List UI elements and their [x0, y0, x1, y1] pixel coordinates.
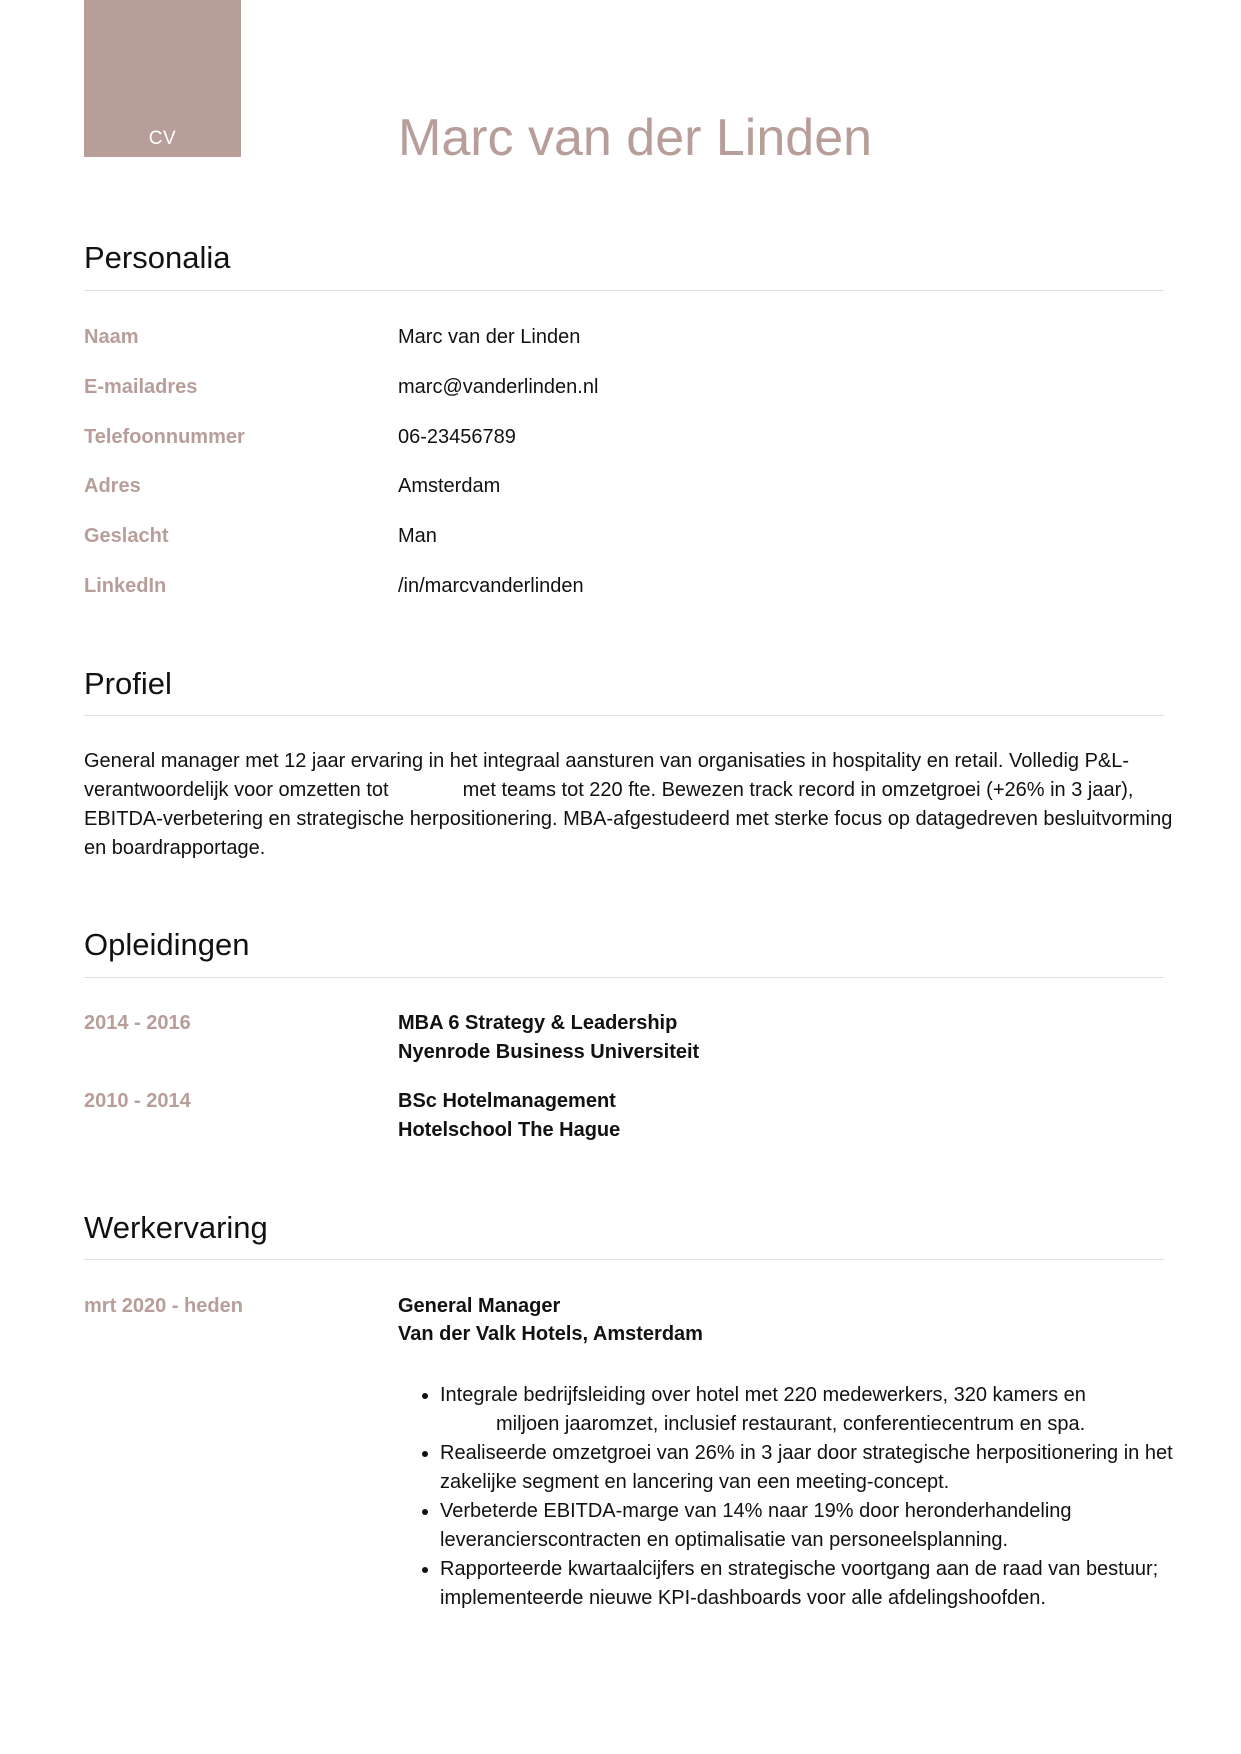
- section-divider: [84, 977, 1164, 978]
- education-institution: Nyenrode Business Universiteit: [398, 1041, 700, 1063]
- value-telefoon: 06-23456789: [398, 426, 516, 448]
- work-bullet: • Realiseerde omzetgroei van 26% in 3 jaar door strategische herpositionering in het zakelijke segment en lancering van een meeting-concept.: [440, 1439, 1210, 1497]
- label-telefoon: Telefoonnummer: [84, 426, 245, 448]
- section-title-werkervaring: Werkervaring: [84, 1210, 268, 1245]
- education-period: 2014 - 2016: [84, 1012, 191, 1034]
- profile-text-part2: met teams tot 220 fte. Bewezen track record in omzetgroei (+26% in 3 jaar), EBITDA-verbetering en strategische herpositionering. MBA-afgestudeerd met sterke focus op datagedreven besluitvorming en boardrapportage.: [84, 779, 1173, 859]
- profile-text: [84, 747, 1174, 863]
- label-naam: Naam: [84, 326, 139, 348]
- education-institution: Hotelschool The Hague: [398, 1119, 621, 1141]
- value-naam: Marc van der Linden: [398, 326, 581, 348]
- education-title: BSc Hotelmanagement: [398, 1090, 616, 1112]
- section-divider: [84, 1259, 1164, 1260]
- value-geslacht: Man: [398, 525, 437, 547]
- work-period: mrt 2020 - heden: [84, 1295, 243, 1317]
- work-bullet: • Verbeterde EBITDA-marge van 14% naar 19% door heronderhandeling leverancierscontracten en optimalisatie van personeelsplanning.: [440, 1497, 1210, 1555]
- section-title-personalia: Personalia: [84, 240, 231, 275]
- section-divider: [84, 715, 1164, 716]
- education-period: 2010 - 2014: [84, 1090, 191, 1112]
- profile-text-part1: General manager met 12 jaar ervaring in het integraal aansturen van organisaties in hospitality en retail. Volledig P&L-verantwoordelijk voor omzetten tot: [84, 750, 1130, 801]
- work-company: Van der Valk Hotels, Amsterdam: [398, 1323, 703, 1345]
- education-title: MBA 6 Strategy & Leadership: [398, 1012, 678, 1034]
- label-geslacht: Geslacht: [84, 525, 169, 547]
- work-job-title: General Manager: [398, 1295, 561, 1317]
- work-bullet-list: [398, 1381, 1210, 1613]
- page-title: Marc van der Linden: [398, 109, 873, 167]
- work-bullet-text: Integrale bedrijfsleiding over hotel met 220 medewerkers, 320 kamers en: [440, 1384, 1086, 1406]
- cv-badge-label: CV: [148, 128, 177, 149]
- cv-badge: [84, 0, 241, 157]
- work-bullet: [440, 1381, 1210, 1439]
- value-adres: Amsterdam: [398, 475, 501, 497]
- work-bullet-text: miljoen jaaromzet, inclusief restaurant, conferentiecentrum en spa.: [496, 1413, 1086, 1435]
- value-email: marc@vanderlinden.nl: [398, 376, 599, 398]
- work-bullet: • Rapporteerde kwartaalcijfers en strategische voortgang aan de raad van bestuur; implementeerde nieuwe KPI-dashboards voor alle afdelingshoofden.: [440, 1555, 1210, 1613]
- section-title-profiel: Profiel: [84, 666, 172, 701]
- label-email: E-mailadres: [84, 376, 198, 398]
- section-divider: [84, 290, 1164, 291]
- label-linkedin: LinkedIn: [84, 575, 167, 597]
- value-linkedin: /in/marcvanderlinden: [398, 575, 584, 597]
- label-adres: Adres: [84, 475, 141, 497]
- section-title-opleidingen: Opleidingen: [84, 927, 250, 962]
